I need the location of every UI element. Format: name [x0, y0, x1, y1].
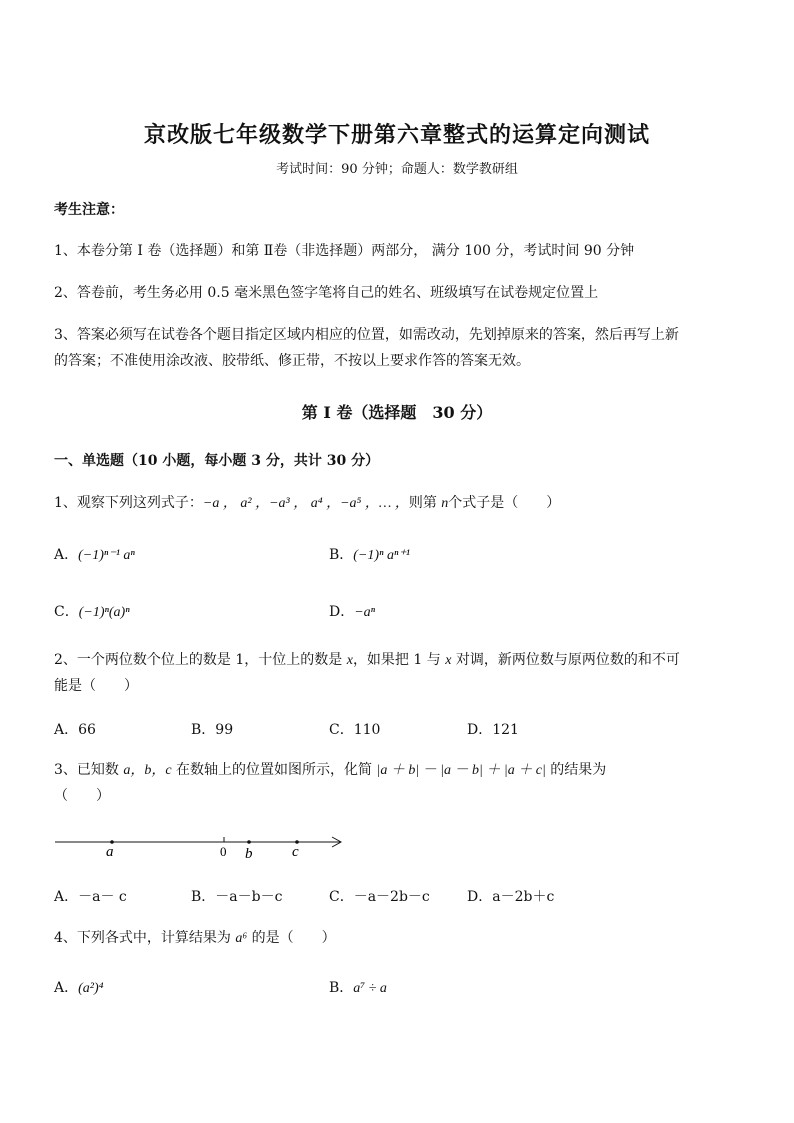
q1-option-a[interactable] — [54, 544, 135, 564]
q1-option-b-expr: (−1)ⁿ aⁿ⁺¹ — [353, 548, 410, 563]
q1-variable: n — [441, 496, 449, 511]
q2-option-a[interactable]: A．66 — [54, 722, 96, 738]
q4-text-b: 的是（ ） — [247, 930, 336, 946]
q1-option-d-label: D． — [329, 604, 355, 620]
q3-expression: |a ＋ b| － |a － b| ＋ |a ＋ c| — [376, 763, 546, 778]
exam-title: 京改版七年级数学下册第六章整式的运算定向测试 — [143, 122, 650, 148]
number-line-figure — [50, 828, 350, 868]
q3-variables: a，b，c — [123, 763, 172, 778]
q2-text-a: 2、一个两位数个位上的数是 1，十位上的数是 — [54, 652, 347, 668]
label-zero: 0 — [220, 844, 227, 859]
section-title: 第 I 卷（选择题 30 分） — [301, 403, 493, 422]
notice-item-2: 2、答卷前，考生务必用 0.5 毫米黑色签字笔将自己的姓名、班级填写在试卷规定位置上 — [54, 285, 599, 301]
label-a: a — [106, 844, 114, 860]
q3-text-c: 的结果为 — [545, 762, 607, 778]
q1-option-a-expr: (−1)ⁿ⁻¹ aⁿ — [78, 548, 135, 563]
notice-item-3-line-1: 3、答案必须写在试卷各个题目指定区域内相应的位置，如需改动，先划掉原来的答案，然后再写上新 — [54, 327, 679, 343]
q2-option-d[interactable]: D．121 — [467, 722, 519, 738]
q3-text-a: 3、已知数 — [54, 762, 124, 778]
q1-option-b[interactable] — [329, 544, 410, 564]
q1-suffix-a: 则第 — [408, 495, 442, 511]
q1-option-d-expr: −aⁿ — [354, 605, 376, 620]
question-3-line-2: （ ） — [54, 788, 110, 804]
notice-item-1: 1、本卷分第 I 卷（选择题）和第 Ⅱ卷（非选择题）两部分， 满分 100 分，考试时间 90 分钟 — [54, 243, 635, 259]
q4-option-b-expr: a⁷ ÷ a — [353, 981, 387, 996]
q1-option-b-label: B． — [329, 547, 354, 563]
q1-option-c[interactable] — [54, 601, 130, 621]
point-b — [247, 840, 251, 844]
question-1 — [54, 493, 560, 514]
q2-text-c: 对调，新两位数与原两位数的和不可 — [451, 652, 680, 668]
question-2-line-2: 能是（ ） — [54, 678, 138, 694]
notice-item-3-line-2: 的答案；不准使用涂改液、胶带纸、修正带，不按以上要求作答的答案无效。 — [54, 353, 530, 369]
q2-option-c[interactable]: C．110 — [329, 722, 381, 738]
q4-option-a[interactable] — [54, 977, 104, 997]
q3-option-c[interactable]: C．－a－2b－c — [329, 889, 430, 905]
q4-target: a⁶ — [235, 931, 248, 946]
q1-suffix-b: 个式子是（ ） — [448, 495, 561, 511]
q1-option-c-label: C． — [54, 604, 79, 620]
part-title: 一、单选题（10 小题，每小题 3 分，共计 30 分） — [54, 453, 380, 469]
q4-option-b[interactable] — [329, 977, 387, 997]
question-4 — [54, 928, 336, 949]
q1-sequence: −a ， a² ，−a³ ， a⁴ ，−a⁵ ，… ， — [202, 496, 409, 511]
q3-option-b[interactable]: B．－a－b－c — [191, 889, 283, 905]
q3-text-b: 在数轴上的位置如图所示，化简 — [171, 762, 377, 778]
q2-variable-x-2: x — [445, 653, 452, 668]
q2-option-b[interactable]: B．99 — [191, 722, 234, 738]
notice-heading: 考生注意： — [54, 202, 124, 218]
label-b: b — [245, 846, 253, 862]
question-3-line-1 — [54, 760, 606, 781]
q4-option-b-label: B． — [329, 980, 354, 996]
label-c: c — [292, 844, 299, 860]
q4-text-a: 4、下列各式中，计算结果为 — [54, 930, 236, 946]
q1-option-c-expr: (−1)ⁿ(a)ⁿ — [78, 605, 130, 620]
q1-option-d[interactable] — [329, 601, 375, 621]
question-2-line-1 — [54, 650, 680, 671]
q4-option-a-expr: (a²)⁴ — [78, 981, 104, 996]
q2-variable-x: x — [346, 653, 353, 668]
q1-prefix: 1、观察下列这列式子： — [54, 495, 203, 511]
q3-option-d[interactable]: D．a－2b＋c — [467, 889, 555, 905]
q4-option-a-label: A． — [54, 980, 79, 996]
q1-option-a-label: A． — [54, 547, 79, 563]
exam-subtitle: 考试时间：90 分钟；命题人：数学教研组 — [276, 162, 518, 177]
q2-text-b: ，如果把 1 与 — [352, 652, 446, 668]
q3-option-a[interactable]: A．－a－ c — [54, 889, 127, 905]
